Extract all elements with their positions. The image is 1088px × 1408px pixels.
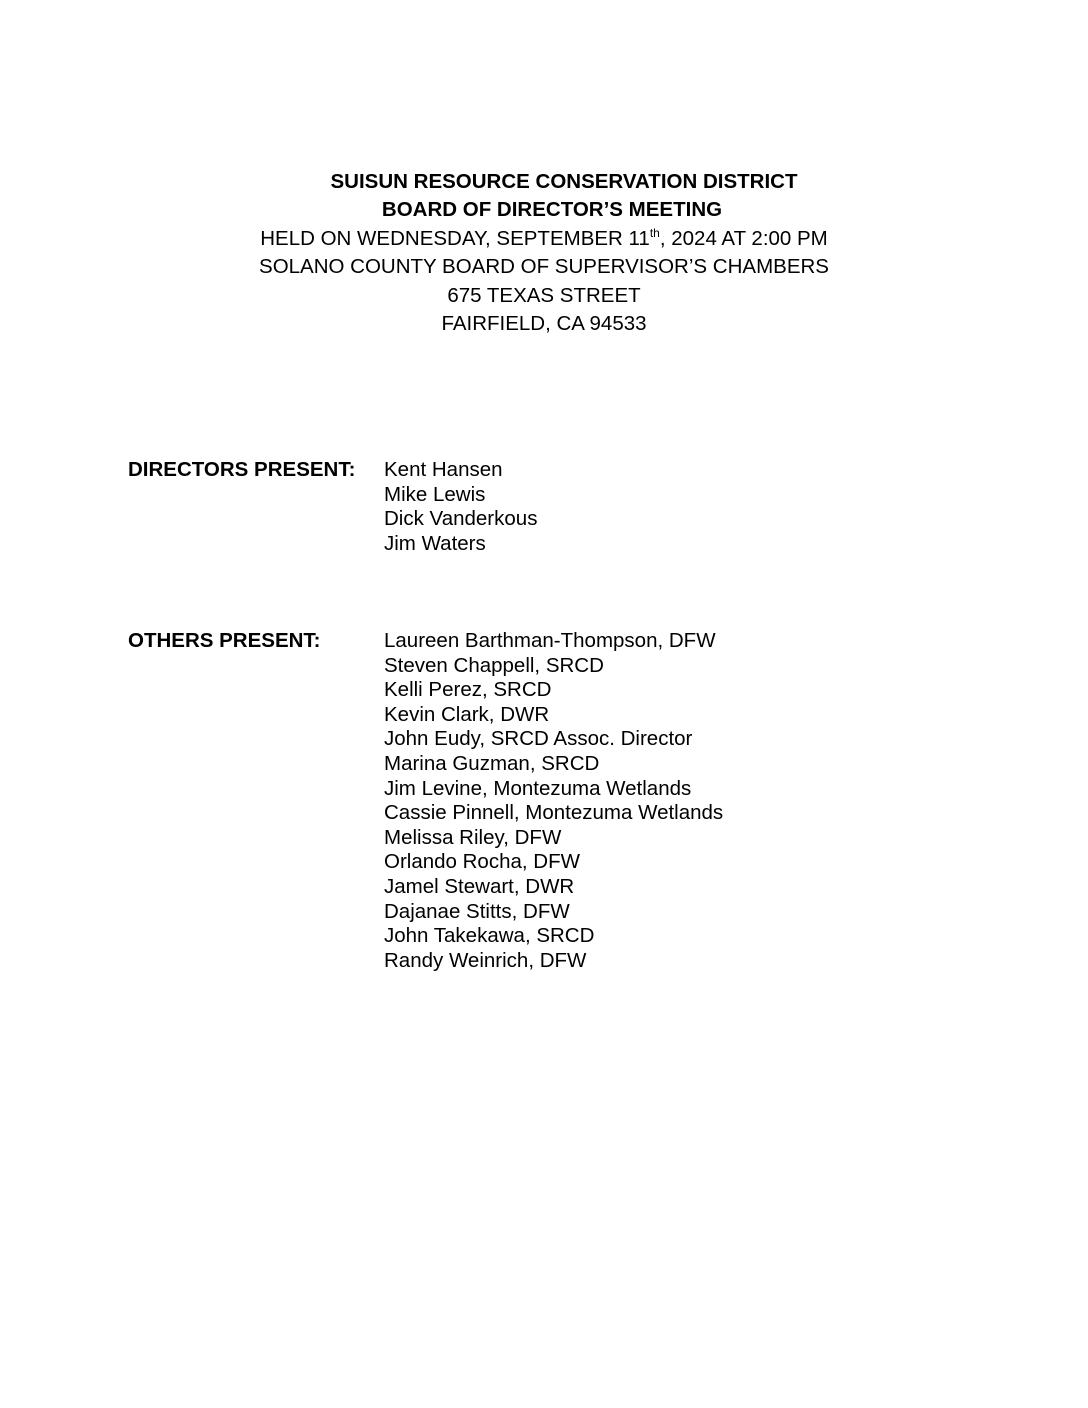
directors-list bbox=[384, 458, 537, 556]
attendee-name: Kevin Clark, DWR bbox=[384, 702, 550, 726]
attendee-name: Cassie Pinnell, Montezuma Wetlands bbox=[384, 801, 724, 825]
organization-title: SUISUN RESOURCE CONSERVATION DISTRICT bbox=[330, 170, 798, 193]
attendee-name: Marina Guzman, SRCD bbox=[384, 751, 600, 775]
directors-present-label: DIRECTORS PRESENT: bbox=[128, 458, 356, 481]
attendee-name: Steven Chappell, SRCD bbox=[384, 653, 604, 677]
attendee-name: John Takekawa, SRCD bbox=[384, 924, 595, 948]
meeting-venue: SOLANO COUNTY BOARD OF SUPERVISOR’S CHAMBERS bbox=[259, 255, 829, 279]
meeting-street: 675 TEXAS STREET bbox=[447, 283, 641, 307]
others-list bbox=[384, 629, 723, 973]
director-name: Dick Vanderkous bbox=[384, 507, 538, 531]
attendee-name: Kelli Perez, SRCD bbox=[384, 678, 552, 702]
meeting-header bbox=[0, 168, 1088, 338]
attendee-name: Dajanae Stitts, DFW bbox=[384, 899, 570, 923]
attendee-name: Orlando Rocha, DFW bbox=[384, 850, 580, 874]
director-name: Mike Lewis bbox=[384, 482, 486, 506]
meeting-date-suffix: , 2024 AT 2:00 PM bbox=[659, 226, 828, 250]
meeting-title: BOARD OF DIRECTOR’S MEETING bbox=[381, 198, 723, 222]
director-name: Jim Waters bbox=[384, 531, 486, 555]
attendee-name: Laureen Barthman-Thompson, DFW bbox=[384, 629, 716, 652]
meeting-date-ordinal: th bbox=[649, 225, 660, 240]
attendee-name: Jim Levine, Montezuma Wetlands bbox=[384, 776, 692, 800]
attendee-name: John Eudy, SRCD Assoc. Director bbox=[384, 727, 693, 751]
meeting-city: FAIRFIELD, CA 94533 bbox=[441, 312, 647, 336]
meeting-date-prefix: HELD ON WEDNESDAY, SEPTEMBER 11 bbox=[260, 226, 650, 250]
meeting-date-line bbox=[0, 225, 1088, 253]
attendee-name: Jamel Stewart, DWR bbox=[384, 874, 575, 898]
attendee-name: Randy Weinrich, DFW bbox=[384, 948, 587, 972]
others-present-label: OTHERS PRESENT: bbox=[128, 629, 321, 652]
director-name: Kent Hansen bbox=[384, 458, 503, 481]
attendee-name: Melissa Riley, DFW bbox=[384, 825, 562, 849]
